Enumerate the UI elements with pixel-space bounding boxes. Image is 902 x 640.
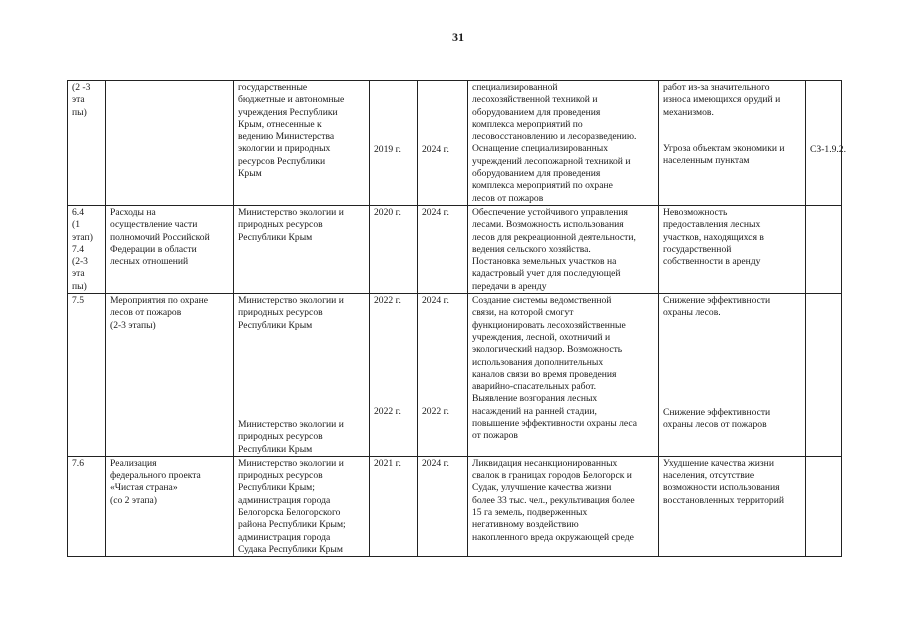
cell-text: от пожаров [472,430,518,442]
page-number: 31 [452,30,464,44]
cell-text: Федерации в области [110,243,197,255]
cell-executor [234,205,370,293]
cell-text: (2 -3 [72,82,91,93]
cell-text: 2022 г. [374,406,401,418]
cell-text: Выявление возгорания лесных [472,393,598,405]
cell-executor [234,456,370,556]
cell-code [806,81,846,206]
cell-text: Судака Республики Крым [238,543,343,555]
cell-text: 2024 г. [422,295,449,307]
cell-text: района Республики Крым; [238,519,346,531]
cell-text: охраны лесов. [663,307,721,319]
cell-text: лесов для рекреационной деятельности, [472,231,636,243]
cell-text: ресурсов Республики [238,155,326,167]
cell-text: «Чистая страна» [110,482,178,494]
cell-text: Снижение эффективности [663,295,771,307]
cell-text: осуществление части [110,219,198,231]
cell-text: лесов от пожаров [472,192,544,204]
cell-text: администрация города [238,531,331,543]
cell-text: учреждения Республики [238,106,338,118]
cell-text: Снижение эффективности [663,406,771,418]
cell-text: более 33 тыс. чел., рекультивация более [472,494,635,506]
cell-text: ведению Министерства [238,131,335,143]
cell-text: учреждений лесопожарной техникой и [472,155,631,167]
cell-text: Крым [238,168,262,180]
cell-consequences [659,456,806,556]
cell-text: аварийно-спасательных работ. [472,381,597,393]
cell-text: пы) [72,280,87,292]
cell-result [468,456,659,556]
cell-text: государственной [663,243,732,255]
cell-text: Мероприятия по охране [110,295,209,307]
cell-text: (1 [72,219,80,231]
cell-start-year [370,81,418,206]
cell-result [468,81,659,206]
cell-text: Обеспечение устойчивого управления [472,206,628,218]
cell-text: возможности использования [663,482,780,494]
cell-text: эта [72,268,85,280]
cell-text: лесов от пожаров [110,307,182,319]
cell-text: комплекса мероприятий по [472,118,583,130]
cell-text: 7.5 [72,295,84,307]
cell-text: 2024 г. [422,457,449,469]
cell-end-year [418,294,468,457]
cell-text: лесовосстановлению и лесоразведению. [472,131,637,143]
cell-text: экологии и природных [238,143,331,155]
cell-text: оборудованием для проведения [472,168,601,180]
cell-text: повышение эффективности охраны леса [472,418,638,430]
cell-text: учреждения, лесной, охотничий и [472,331,611,343]
cell-text: лесами. Возможность использования [472,219,624,231]
cell-text: Угроза объектам экономики и [663,142,785,154]
cell-text: пы) [72,106,87,118]
cell-text: Республики Крым [238,319,313,331]
cell-number [68,456,106,556]
cell-text: работ из-за значительного [663,82,770,93]
cell-text: администрация города [238,494,331,506]
cell-text: комплекса мероприятий по охране [472,180,613,192]
cell-text: (2-3 этапы) [110,319,156,331]
cell-text: Республики Крым; [238,482,315,494]
cell-executor [234,294,370,457]
cell-code [806,456,842,556]
cell-number [68,205,106,293]
cell-text: этап) [72,231,93,243]
table-row [68,456,842,556]
cell-text: СЗ-1.9.2. [810,144,846,155]
cell-text: негативному воздействию [472,519,579,531]
cell-text: Министерство экологии и [238,206,344,218]
cell-text: Невозможность [663,206,728,218]
cell-text: федерального проекта [110,470,201,482]
cell-consequences [659,205,806,293]
cell-text: Расходы на [110,206,156,218]
cell-text: каналов связи во время проведения [472,368,617,380]
cell-text: Ликвидация несанкционированных [472,457,618,469]
cell-text: природных ресурсов [238,307,323,319]
cell-text: охраны лесов от пожаров [663,418,767,430]
cell-text: 6.4 [72,206,84,218]
cell-text: Реализация [110,457,157,469]
cell-executor [234,81,370,206]
cell-text: лесохозяйственной техникой и [472,94,598,106]
cell-text: природных ресурсов [238,219,323,231]
cell-text: износа имеющихся орудий и [663,94,781,106]
cell-text: Постановка земельных участков на [472,256,617,268]
cell-code [806,205,842,293]
cell-consequences [659,81,806,206]
cell-text: полномочий Российской [110,231,210,243]
cell-text: 15 га земель, подверженных [472,507,588,519]
cell-text: связи, на которой смогут [472,307,574,319]
cell-text: накопленного вреда окружающей среде [472,531,634,543]
cell-text: населения, отсутствие [663,470,755,482]
cell-text: насаждений на ранней стадии, [472,405,597,417]
cell-text: восстановленных территорий [663,494,784,506]
cell-text: эта [72,94,85,106]
cell-text: Крым, отнесенные к [238,118,322,130]
cell-text: передачи в аренду [472,280,547,292]
cell-text: (со 2 этапа) [110,494,157,506]
cell-text: природных ресурсов [238,470,323,482]
cell-text: природных ресурсов [238,431,323,443]
cell-text: (2-3 [72,256,88,268]
cell-end-year [418,456,468,556]
cell-text: бюджетные и автономные [238,94,345,106]
cell-measure-name [106,294,234,457]
table-row [68,81,842,206]
cell-measure-name [106,81,234,206]
cell-result [468,294,659,457]
cell-text: функционировать лесохозяйственные [472,319,626,331]
cell-text: Ухудшение качества жизни [663,457,774,469]
cell-text: использования дополнительных [472,356,604,368]
cell-text: Министерство экологии и [238,457,344,469]
cell-text: 2022 г. [422,406,449,418]
cell-text: 2024 г. [422,206,449,218]
cell-text: 2020 г. [374,206,401,218]
cell-text: 7.6 [72,457,84,469]
cell-text: экологический надзор. Возможность [472,344,623,356]
cell-text: Создание системы ведомственной [472,295,612,307]
cell-consequences [659,294,806,457]
cell-end-year [418,205,468,293]
cell-code [806,294,842,457]
cell-text: населенным пунктам [663,155,750,167]
cell-start-year [370,456,418,556]
cell-start-year [370,294,418,457]
cell-measure-name [106,205,234,293]
table-row [68,294,842,457]
table-row [68,205,842,293]
cell-text: Республики Крым [238,231,313,243]
cell-text: государственные [238,82,308,93]
cell-text: 2024 г. [422,144,449,155]
cell-text: ведения сельского хозяйства. [472,243,591,255]
cell-result [468,205,659,293]
cell-text: 2022 г. [374,295,401,307]
cell-text: Республики Крым [238,443,313,455]
cell-measure-name [106,456,234,556]
cell-text: 2021 г. [374,457,401,469]
cell-text: предоставления лесных [663,219,761,231]
measures-table [67,80,846,557]
cell-end-year [418,81,468,206]
cell-text: 2019 г. [374,144,401,155]
cell-number [68,81,106,206]
cell-text: участков, находящихся в [663,231,764,243]
cell-text: кадастровый учет для последующей [472,268,621,280]
cell-text: Министерство экологии и [238,295,344,307]
cell-text: Белогорска Белогорского [238,507,341,519]
cell-text: специализированной [472,82,558,93]
cell-text: Министерство экологии и [238,418,344,430]
cell-text: оборудованием для проведения [472,106,601,118]
cell-text: Оснащение специализированных [472,143,609,155]
cell-number [68,294,106,457]
cell-start-year [370,205,418,293]
cell-text: собственности в аренду [663,256,761,268]
cell-text: механизмов. [663,106,714,118]
cell-text: лесных отношений [110,256,189,268]
cell-text: 7.4 [72,243,84,255]
cell-text: свалок в границах городов Белогорск и [472,470,632,482]
cell-text: Судак, улучшение качества жизни [472,482,612,494]
